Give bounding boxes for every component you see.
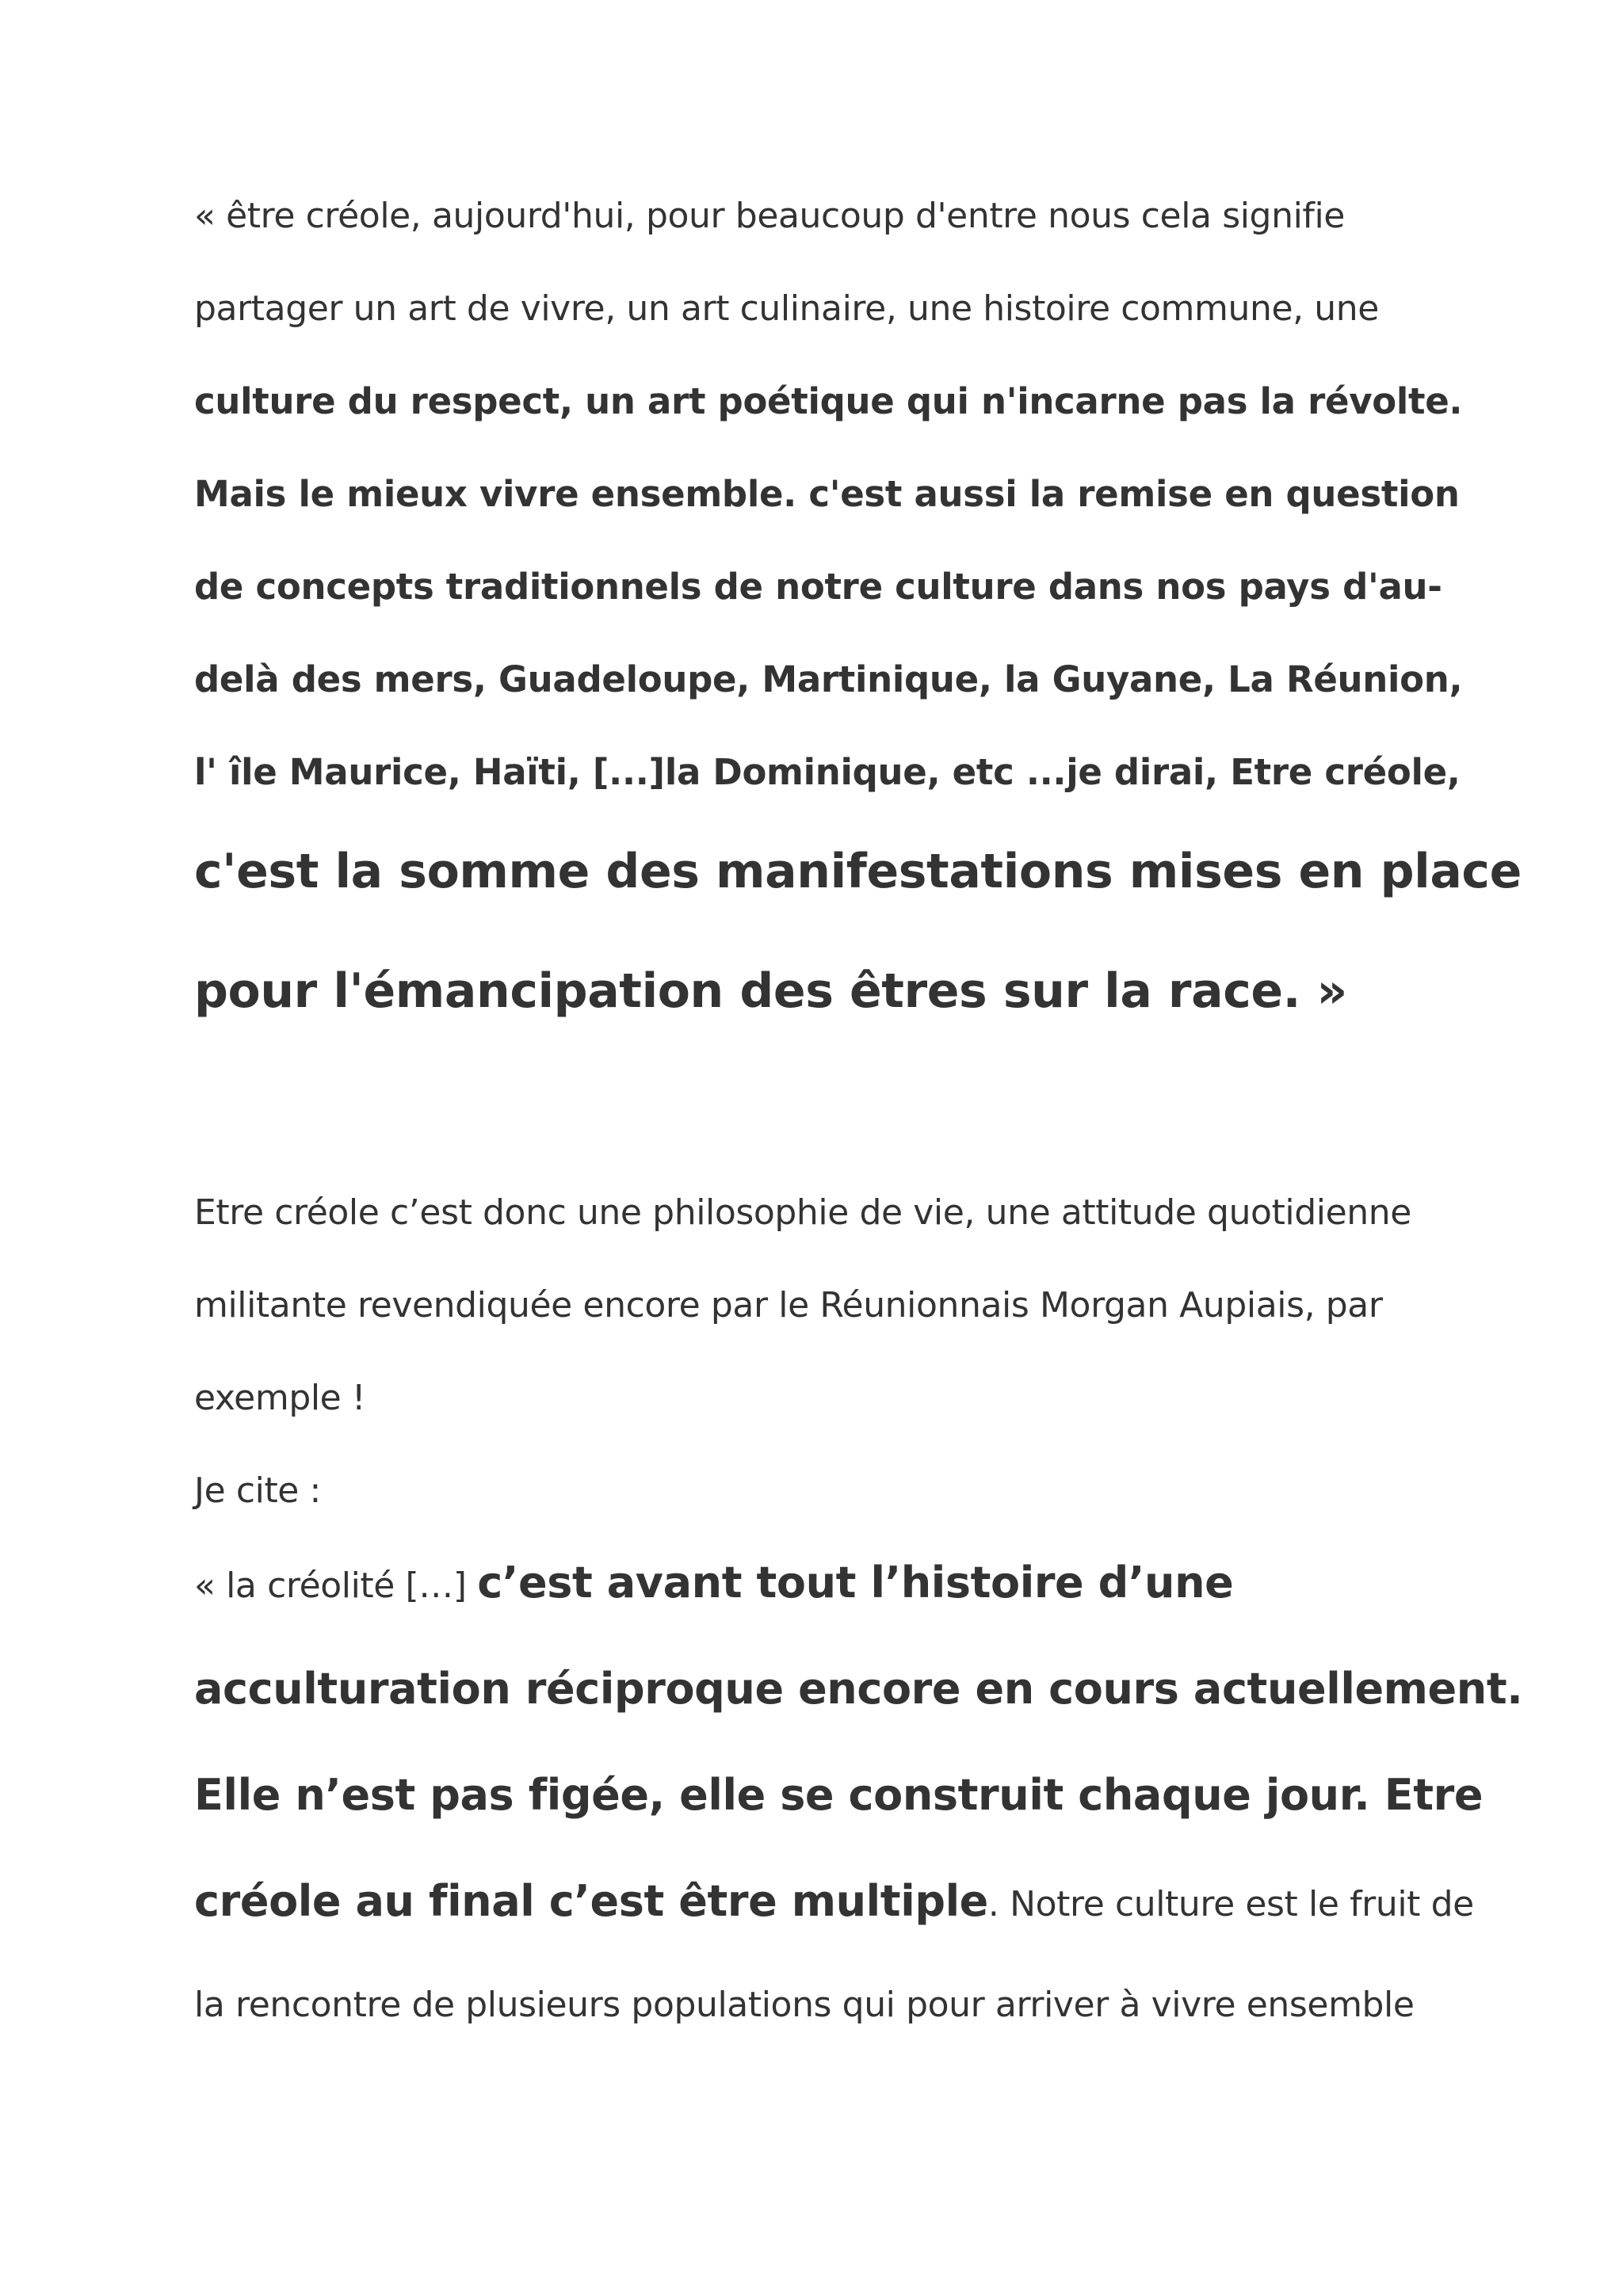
- quote2-line-4-regular: . Notre culture est le fruit de: [987, 1884, 1474, 1924]
- quote2-line-4: [194, 1876, 1474, 1926]
- quote1-line-6: delà des mers, Guadeloupe, Martinique, la Guyane, La Réunion,: [194, 658, 1463, 700]
- quote1-line-1: « être créole, aujourd'hui, pour beaucoup d'entre nous cela signifie: [194, 196, 1345, 236]
- quote1-line-7: l' île Maurice, Haïti, [...]la Dominique, etc ...je dirai, Etre créole,: [194, 751, 1461, 793]
- quote1-line-9: pour l'émancipation des êtres sur la race. »: [194, 963, 1347, 1019]
- quote2-line-5: la rencontre de plusieurs populations qui pour arriver à vivre ensemble: [194, 1985, 1415, 2025]
- quote2-line-1-regular: « la créolité […]: [194, 1566, 478, 1606]
- quote2-line-1: [194, 1558, 1233, 1608]
- paragraph2-line-3: exemple !: [194, 1378, 366, 1418]
- paragraph2-line-4: Je cite :: [194, 1470, 321, 1511]
- quote2-line-2: acculturation réciproque encore en cours actuellement.: [194, 1664, 1523, 1714]
- quote1-line-8: c'est la somme des manifestations mises en place: [194, 844, 1522, 899]
- paragraph2-line-2: militante revendiquée encore par le Réunionnais Morgan Aupiais, par: [194, 1285, 1383, 1325]
- quote1-line-4: Mais le mieux vivre ensemble. c'est aussi la remise en question: [194, 473, 1460, 515]
- paragraph2-line-1: Etre créole c’est donc une philosophie de vie, une attitude quotidienne: [194, 1192, 1411, 1233]
- quote2-line-4-bold: créole au final c’est être multiple: [194, 1876, 988, 1926]
- quote1-line-3: culture du respect, un art poétique qui n'incarne pas la révolte.: [194, 380, 1463, 422]
- quote2-line-1-bold: c’est avant tout l’histoire d’une: [477, 1558, 1234, 1608]
- quote1-line-2: partager un art de vivre, un art culinaire, une histoire commune, une: [194, 288, 1379, 329]
- quote1-line-5: de concepts traditionnels de notre culture dans nos pays d'au-: [194, 566, 1442, 608]
- quote2-line-3: Elle n’est pas figée, elle se construit chaque jour. Etre: [194, 1770, 1484, 1820]
